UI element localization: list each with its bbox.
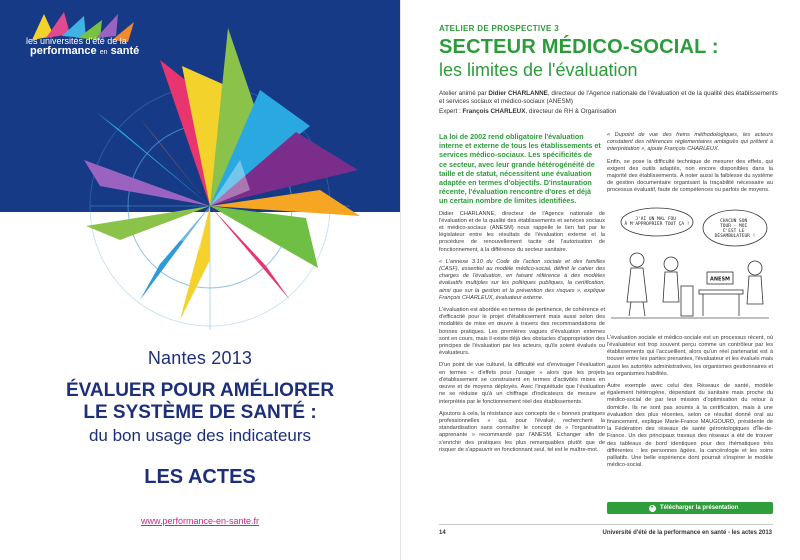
body-paragraph: Ajoutons à cela, la résistance aux concepts de « bonnes pratiques professionnelles » qui, pour l'évalué, recherchent la standardisation sans connaître le concept de « l'organisation apprenante » recommandé par l'ANESM. Echanger afin de s'enrichir des pratiques les plus remarquables plutôt que de risquer de s'appauvrir en fonctionnant seul, tel est le maître-mot. [439, 410, 605, 453]
article-kicker: ATELIER DE PROSPECTIVE 3 [439, 24, 559, 33]
expert-role: , directeur de RH & Organisation [525, 108, 617, 115]
svg-text:J'AI UN MAL FOU À M'AP: J'AI UN MAL FOU À M'APPROPRIER TOUT ÇA ! [624, 216, 690, 227]
download-icon [649, 505, 656, 512]
article-column-left [439, 132, 605, 459]
logo-word-en: en [99, 49, 108, 56]
moderator-role: , directeur de l'Agence nationale de l'évaluation et de la qualité des établissements et services sociaux et médico-sociaux (ANESM) [439, 90, 778, 105]
cover-title-line-1: ÉVALUER POUR AMÉLIORER [65, 380, 335, 401]
cover-title [0, 380, 400, 424]
article-page [400, 0, 800, 560]
lead-paragraph: La loi de 2002 rend obligatoire l'évaluation interne et externe de tous les établissements et services médico-sociaux. Les spécificités de ce secteur, avec leur grande hétérogénéité de taille et de statut, nécessitent une évaluation adaptée en termes d'objectifs. D'instauration récente, l'évaluation rencontre d'ores et déjà un certain nombre de limites identifiées. [439, 132, 601, 206]
city-year: Nantes 2013 [147, 348, 253, 368]
footer-publication: Université d'été de la performance en santé - les actes 2013 [602, 530, 772, 536]
cover-les-actes: LES ACTES [144, 466, 256, 488]
article-title: SECTEUR MÉDICO-SOCIAL : [439, 36, 719, 58]
body-paragraph: Enfin, se pose la difficulté technique de mesurer des effets, qui exigent des outils adaptés, non encore disponibles dans la majorité des établissements. À noter aussi la faiblesse du système de gestion documentaire organisant la traçabilité nécessaire au processus évaluatif, faute de compétences ou parfois de moyens. [607, 158, 773, 194]
moderator-name: Didier CHARLANNE [488, 90, 548, 97]
svg-text:ANESM: ANESM [709, 276, 731, 283]
body-paragraph: Autre exemple avec celui des Réseaux de santé, modèle également hétérogène, dépendant du sanitaire mais proche du médico-social de par leur mission d'optimisation du retour à domicile. Ils ne sont pas soumis à la certification, mais à une évaluation des plus récentes, selon ce résultat donné oral au financement, explique Marie-France MAUGOURD, présidente de la Fédération des réseaux de santé gérontologiques d'Île-de-France. Un des principaux travaux des réseaux a été de trouver des tableaux de bord identiques pour des thématiques très différentes : les personnes âgées, la cancérologie et les soins palliatifs. Une belle expérience dont pourrait s'inspirer le modèle médico-social. [607, 383, 773, 469]
cover-subtitle: du bon usage des indicateurs [88, 426, 312, 445]
body-paragraph: Didier CHARLANNE, directeur de l'Agence nationale de l'évaluation et de la qualité des établissements et services sociaux et médico-sociaux (ANESM) nous rappelle le lien fait par le législateur entre les résultats de l'évaluation externe et la procédure de renouvellement tacite de l'autorisation de fonctionnement, à la différence du secteur sanitaire. [439, 210, 605, 253]
expert-credit [439, 108, 616, 115]
cover-title-line-2: LE SYSTÈME DE SANTÉ : [83, 402, 317, 423]
page-number: 14 [439, 530, 446, 536]
body-paragraph: « L'annexe 3.10 du Code de l'action sociale et des familles (CASF), essentiel au modèle médico-social, définit le cahier des charges de l'évaluation, en faisant référence à des modèles évaluatifs multiples sur les politiques publiques, la certification, ainsi que sur la gestion et la prévention des risques », explique François CHARLEUX, évaluateur externe. [439, 258, 605, 301]
article-subtitle: les limites de l'évaluation [439, 60, 638, 80]
cartoon-illustration [607, 206, 773, 324]
svg-text:CHACUN SON TOUR - MOI: CHACUN SON TOUR - MOI C'EST LE DÉSAMBULATEUR ! [714, 218, 756, 239]
body-paragraph: « Dupoint de vue des freins méthodologiques, les acteurs constatent des références réglementaires ambiguës qui prêtent à interprétation », ajoute François CHARLEUX. [607, 132, 773, 153]
credit-prefix: Atelier animé par [439, 90, 489, 97]
logo-word-performance: performance [30, 45, 97, 57]
download-label: Télécharger la présentation [660, 505, 739, 511]
website-link[interactable]: www.performance-en-sante.fr [140, 516, 260, 526]
article-column-right [607, 132, 773, 474]
body-paragraph: L'évaluation est abordée en termes de pertinence, de cohérence et d'efficacité pour le projet d'établissement mais aussi selon des modalités de mise en œuvre à travers des recommandations de bonnes pratiques. Les premières vagues d'évaluation externes sont en cours, mais il existe déjà des obstacles d'appropriation des principes de l'évaluation par les acteurs, qu'ils soient évalués ou évaluateurs. [439, 307, 605, 357]
expert-prefix: Expert : [439, 108, 463, 115]
moderator-credit [439, 90, 779, 106]
body-paragraph: D'un point de vue culturel, la difficulté est d'envisager l'évaluation en termes « d'effets pour l'usager » alors que les projets d'établissement se construisent en termes d'activités mises en œuvre et de moyens déployés. Avec l'inquiétude que l'évaluation ne se réduise qu'à un chiffrage d'indicateurs de mesure et interprétés par le fonctionnement réel des établissements. [439, 362, 605, 405]
download-presentation-button[interactable] [607, 502, 773, 514]
logo-line-1: les universités d'été de la [26, 36, 127, 46]
expert-name: François CHARLEUX [462, 108, 526, 115]
footer-divider [439, 524, 773, 525]
body-paragraph: L'évaluation sociale et médico-sociale est un processus récent, où l'évaluateur est trop souvent perçu comme un contrôleur par les établissements qui l'accueillent, alors qu'un réel partenariat est à trouver entre les parties prenantes, l'évaluateur et les évalués mais aussi les autorités administratives, les organismes gestionnaires et les organismes habilités. [607, 334, 773, 377]
petal-flower-illustration [60, 20, 400, 340]
logo-word-sante: santé [110, 45, 140, 57]
